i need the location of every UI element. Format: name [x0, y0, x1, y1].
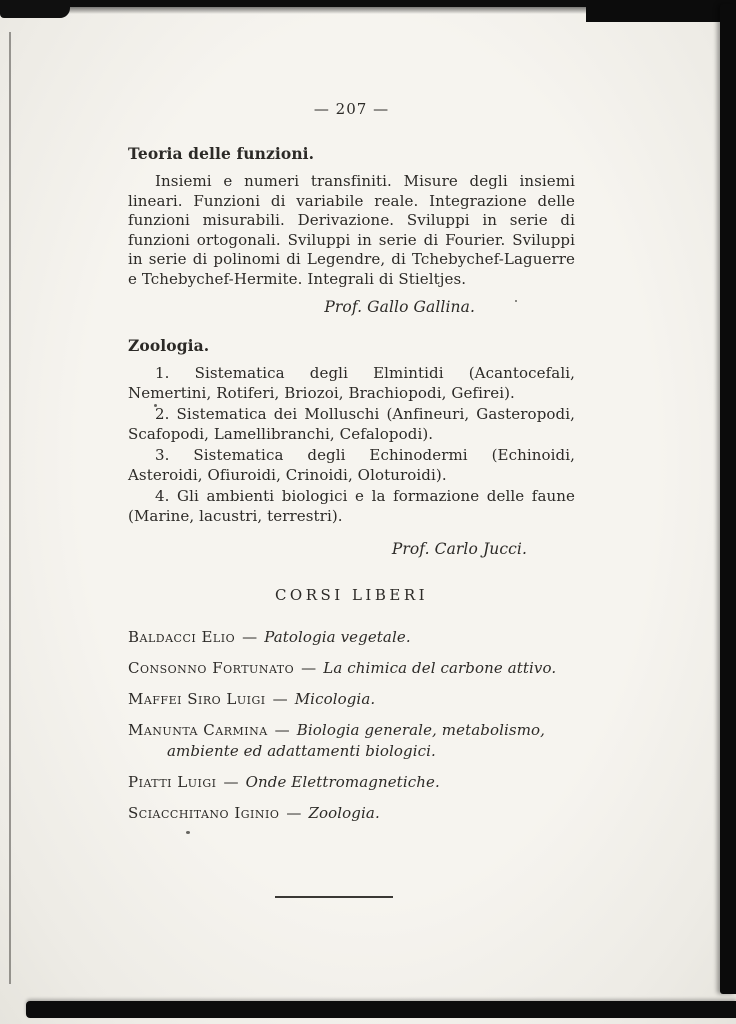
scan-blob-top-right [586, 0, 736, 22]
dash-separator: — [301, 659, 317, 677]
lecturer-name: Consonno Fortunato [128, 659, 295, 677]
dash-separator: — [223, 773, 239, 791]
lecturer-name: Manunta Carmina [128, 721, 268, 739]
zoologia-item: 4. Gli ambienti biologici e la formazione delle faune (Marine, lacustri, terrestri). [128, 487, 575, 525]
course-title: Micologia. [294, 690, 376, 708]
course-title: Onde Elettromagnetiche. [245, 773, 440, 791]
course-title: La chimica del carbone attivo. [323, 659, 557, 677]
course-list-item [128, 689, 575, 710]
zoologia-item: 3. Sistematica degli Echinodermi (Echinoidi, Asteroidi, Ofiuroidi, Crinoidi, Oloturoidi). [128, 446, 575, 484]
corsi-liberi-heading: CORSI LIBERI [274, 585, 429, 604]
course-title: Biologia generale, metabolismo, ambiente ed adattamenti biologici. [167, 721, 546, 760]
zoologia-item: 2. Sistematica dei Molluschi (Anfineuri, Gasteropodi, Scafopodi, Lamellibranchi, Cefalopodi). [128, 405, 575, 443]
course-list-item [128, 720, 575, 762]
section-heading-zoologia: Zoologia. [128, 335, 210, 355]
footer-rule [275, 896, 393, 898]
lecturer-name: Sciacchitano Iginio [128, 804, 280, 822]
course-list-item [128, 772, 575, 793]
section-heading-teoria: Teoria delle funzioni. [128, 143, 315, 163]
course-list-item [128, 658, 575, 679]
lecturer-name: Baldacci Elio [128, 628, 236, 646]
scan-edge-right [720, 4, 736, 994]
lecturer-name: Piatti Luigi [128, 773, 217, 791]
course-list-item [128, 627, 575, 648]
signature-gallina: Prof. Gallo Gallina. [324, 298, 475, 316]
course-list-item [128, 803, 575, 824]
signature-jucci: Prof. Carlo Jucci. [391, 540, 527, 558]
course-title: Patologia vegetale. [264, 628, 411, 646]
teoria-paragraph: Insiemi e numeri transfiniti. Misure degli insiemi lineari. Funzioni di variabile reale. Integrazione delle funzioni misurabili. Derivazione. Sviluppi in serie di funzioni ortogonali. Sviluppi in serie di Fourier. Sviluppi in serie di polinomi di Legendre, di Tchebychef-Laguerre e Tchebychef-Hermite. Integrali di Stieltjes. [128, 172, 575, 288]
scan-blob-top-left [0, 0, 70, 18]
course-title: Zoologia. [308, 804, 380, 822]
lecturer-name: Maffei Siro Luigi [128, 690, 266, 708]
scan-edge-bottom [26, 1001, 736, 1018]
dash-separator: — [242, 628, 258, 646]
scan-edge-left [9, 32, 11, 984]
dash-separator: — [274, 721, 290, 739]
dash-separator: — [286, 804, 302, 822]
dash-separator: — [272, 690, 288, 708]
page-content [128, 100, 575, 898]
zoologia-item: 1. Sistematica degli Elmintidi (Acantocefali, Nemertini, Rotiferi, Briozoi, Brachiopodi, Gefirei). [128, 364, 575, 402]
page-number: — 207 — [313, 100, 390, 118]
